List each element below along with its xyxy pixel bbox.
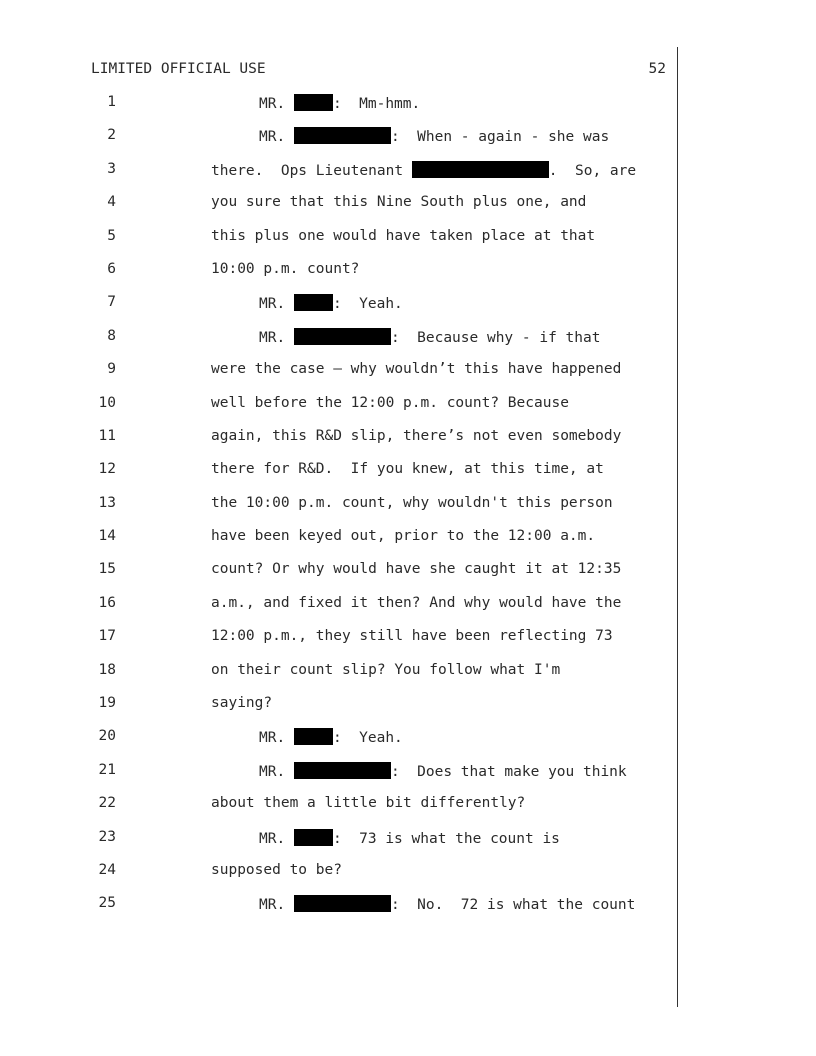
line-content: supposed to be?	[211, 861, 342, 878]
transcript-line	[0, 127, 816, 160]
transcript-line	[0, 194, 816, 227]
line-number: 17	[98, 628, 116, 645]
speaker-label: MR.	[259, 329, 286, 346]
speaker-label: MR.	[259, 129, 286, 146]
line-text	[259, 728, 403, 746]
line-content: have been keyed out, prior to the 12:00 a.m.	[211, 528, 596, 545]
transcript-line	[0, 762, 816, 795]
transcript-line	[0, 395, 816, 428]
transcript-line	[0, 695, 816, 728]
line-number: 4	[107, 194, 116, 211]
line-number: 23	[98, 828, 116, 845]
transcript-line	[0, 361, 816, 394]
transcript-line	[0, 895, 816, 928]
line-content: : Because why - if that	[390, 329, 601, 346]
speaker-label: MR.	[259, 296, 286, 313]
line-content: you sure that this Nine South plus one, and	[211, 194, 587, 211]
redaction-block	[294, 328, 391, 345]
line-content: : Yeah.	[332, 730, 403, 747]
transcript-line	[0, 795, 816, 828]
line-number: 10	[98, 394, 116, 411]
line-text	[259, 127, 609, 145]
line-text	[211, 161, 636, 179]
line-content: saying?	[211, 695, 273, 712]
line-content: there for R&D. If you knew, at this time, at	[211, 461, 604, 478]
line-number: 20	[98, 728, 116, 745]
line-content: count? Or why would have she caught it at 12:35	[211, 561, 622, 578]
transcript-line	[0, 294, 816, 327]
line-text	[259, 94, 420, 112]
line-text	[259, 328, 600, 346]
speaker-label: MR.	[259, 96, 286, 112]
line-content: : No. 72 is what the count	[390, 897, 636, 914]
line-content: : Does that make you think	[390, 763, 627, 780]
redaction-block	[294, 728, 333, 745]
transcript-lines	[0, 94, 816, 929]
line-text	[259, 762, 627, 780]
redaction-block	[412, 161, 549, 178]
speaker-label: MR.	[259, 830, 286, 847]
redaction-block	[294, 94, 333, 111]
transcript-line	[0, 595, 816, 628]
line-content: : When - again - she was	[390, 129, 610, 146]
page-number: 52	[648, 61, 666, 77]
line-number: 22	[98, 795, 116, 812]
transcript-line	[0, 428, 816, 461]
transcript-line	[0, 628, 816, 661]
transcript-line	[0, 94, 816, 127]
transcript-line	[0, 829, 816, 862]
line-number: 5	[107, 227, 116, 244]
transcript-line	[0, 662, 816, 695]
line-content: : 73 is what the count is	[332, 830, 560, 847]
redaction-block	[294, 895, 391, 912]
line-number: 25	[98, 895, 116, 912]
line-number: 13	[98, 494, 116, 511]
line-content: well before the 12:00 p.m. count? Because	[211, 394, 569, 411]
line-number: 1	[107, 94, 116, 110]
transcript-line	[0, 261, 816, 294]
line-content: 10:00 p.m. count?	[211, 260, 360, 277]
line-content: about them a little bit differently?	[211, 795, 526, 812]
speaker-label: MR.	[259, 730, 286, 747]
line-content: 12:00 p.m., they still have been reflecting 73	[211, 628, 613, 645]
line-content: the 10:00 p.m. count, why wouldn't this person	[211, 494, 613, 511]
line-content: again, this R&D slip, there’s not even somebody	[211, 427, 622, 444]
redaction-block	[294, 294, 333, 311]
line-number: 12	[98, 461, 116, 478]
redaction-block	[294, 762, 391, 779]
speaker-label: MR.	[259, 897, 286, 914]
line-content: : Mm-hmm.	[332, 96, 421, 112]
line-number: 6	[107, 260, 116, 277]
line-number: 16	[98, 594, 116, 611]
transcript-line	[0, 328, 816, 361]
line-text	[259, 294, 403, 312]
line-number: 14	[98, 528, 116, 545]
line-number: 8	[107, 327, 116, 344]
transcript-line	[0, 228, 816, 261]
line-number: 21	[98, 761, 116, 778]
line-content: a.m., and fixed it then? And why would have the	[211, 594, 622, 611]
redaction-block	[294, 127, 391, 144]
line-number: 11	[98, 427, 116, 444]
line-number: 15	[98, 561, 116, 578]
line-text	[259, 895, 635, 913]
line-number: 7	[107, 294, 116, 311]
line-number: 24	[98, 861, 116, 878]
classification-header: LIMITED OFFICIAL USE	[91, 61, 266, 77]
transcript-line	[0, 495, 816, 528]
transcript-line	[0, 728, 816, 761]
line-number: 2	[107, 127, 116, 144]
line-number: 19	[98, 695, 116, 712]
speaker-label: MR.	[259, 763, 286, 780]
redaction-block	[294, 829, 333, 846]
line-content: on their count slip? You follow what I'm	[211, 661, 561, 678]
transcript-line	[0, 161, 816, 194]
transcript-line	[0, 561, 816, 594]
line-prefix: there. Ops Lieutenant	[211, 162, 412, 179]
line-number: 9	[107, 361, 116, 378]
line-text	[259, 829, 560, 847]
line-content: : Yeah.	[332, 296, 403, 313]
line-content: . So, are	[548, 162, 637, 179]
line-number: 3	[107, 160, 116, 177]
transcript-line	[0, 862, 816, 895]
line-content: were the case – why wouldn’t this have happened	[211, 361, 622, 378]
line-number: 18	[98, 661, 116, 678]
line-content: this plus one would have taken place at that	[211, 227, 596, 244]
transcript-line	[0, 528, 816, 561]
transcript-line	[0, 461, 816, 494]
